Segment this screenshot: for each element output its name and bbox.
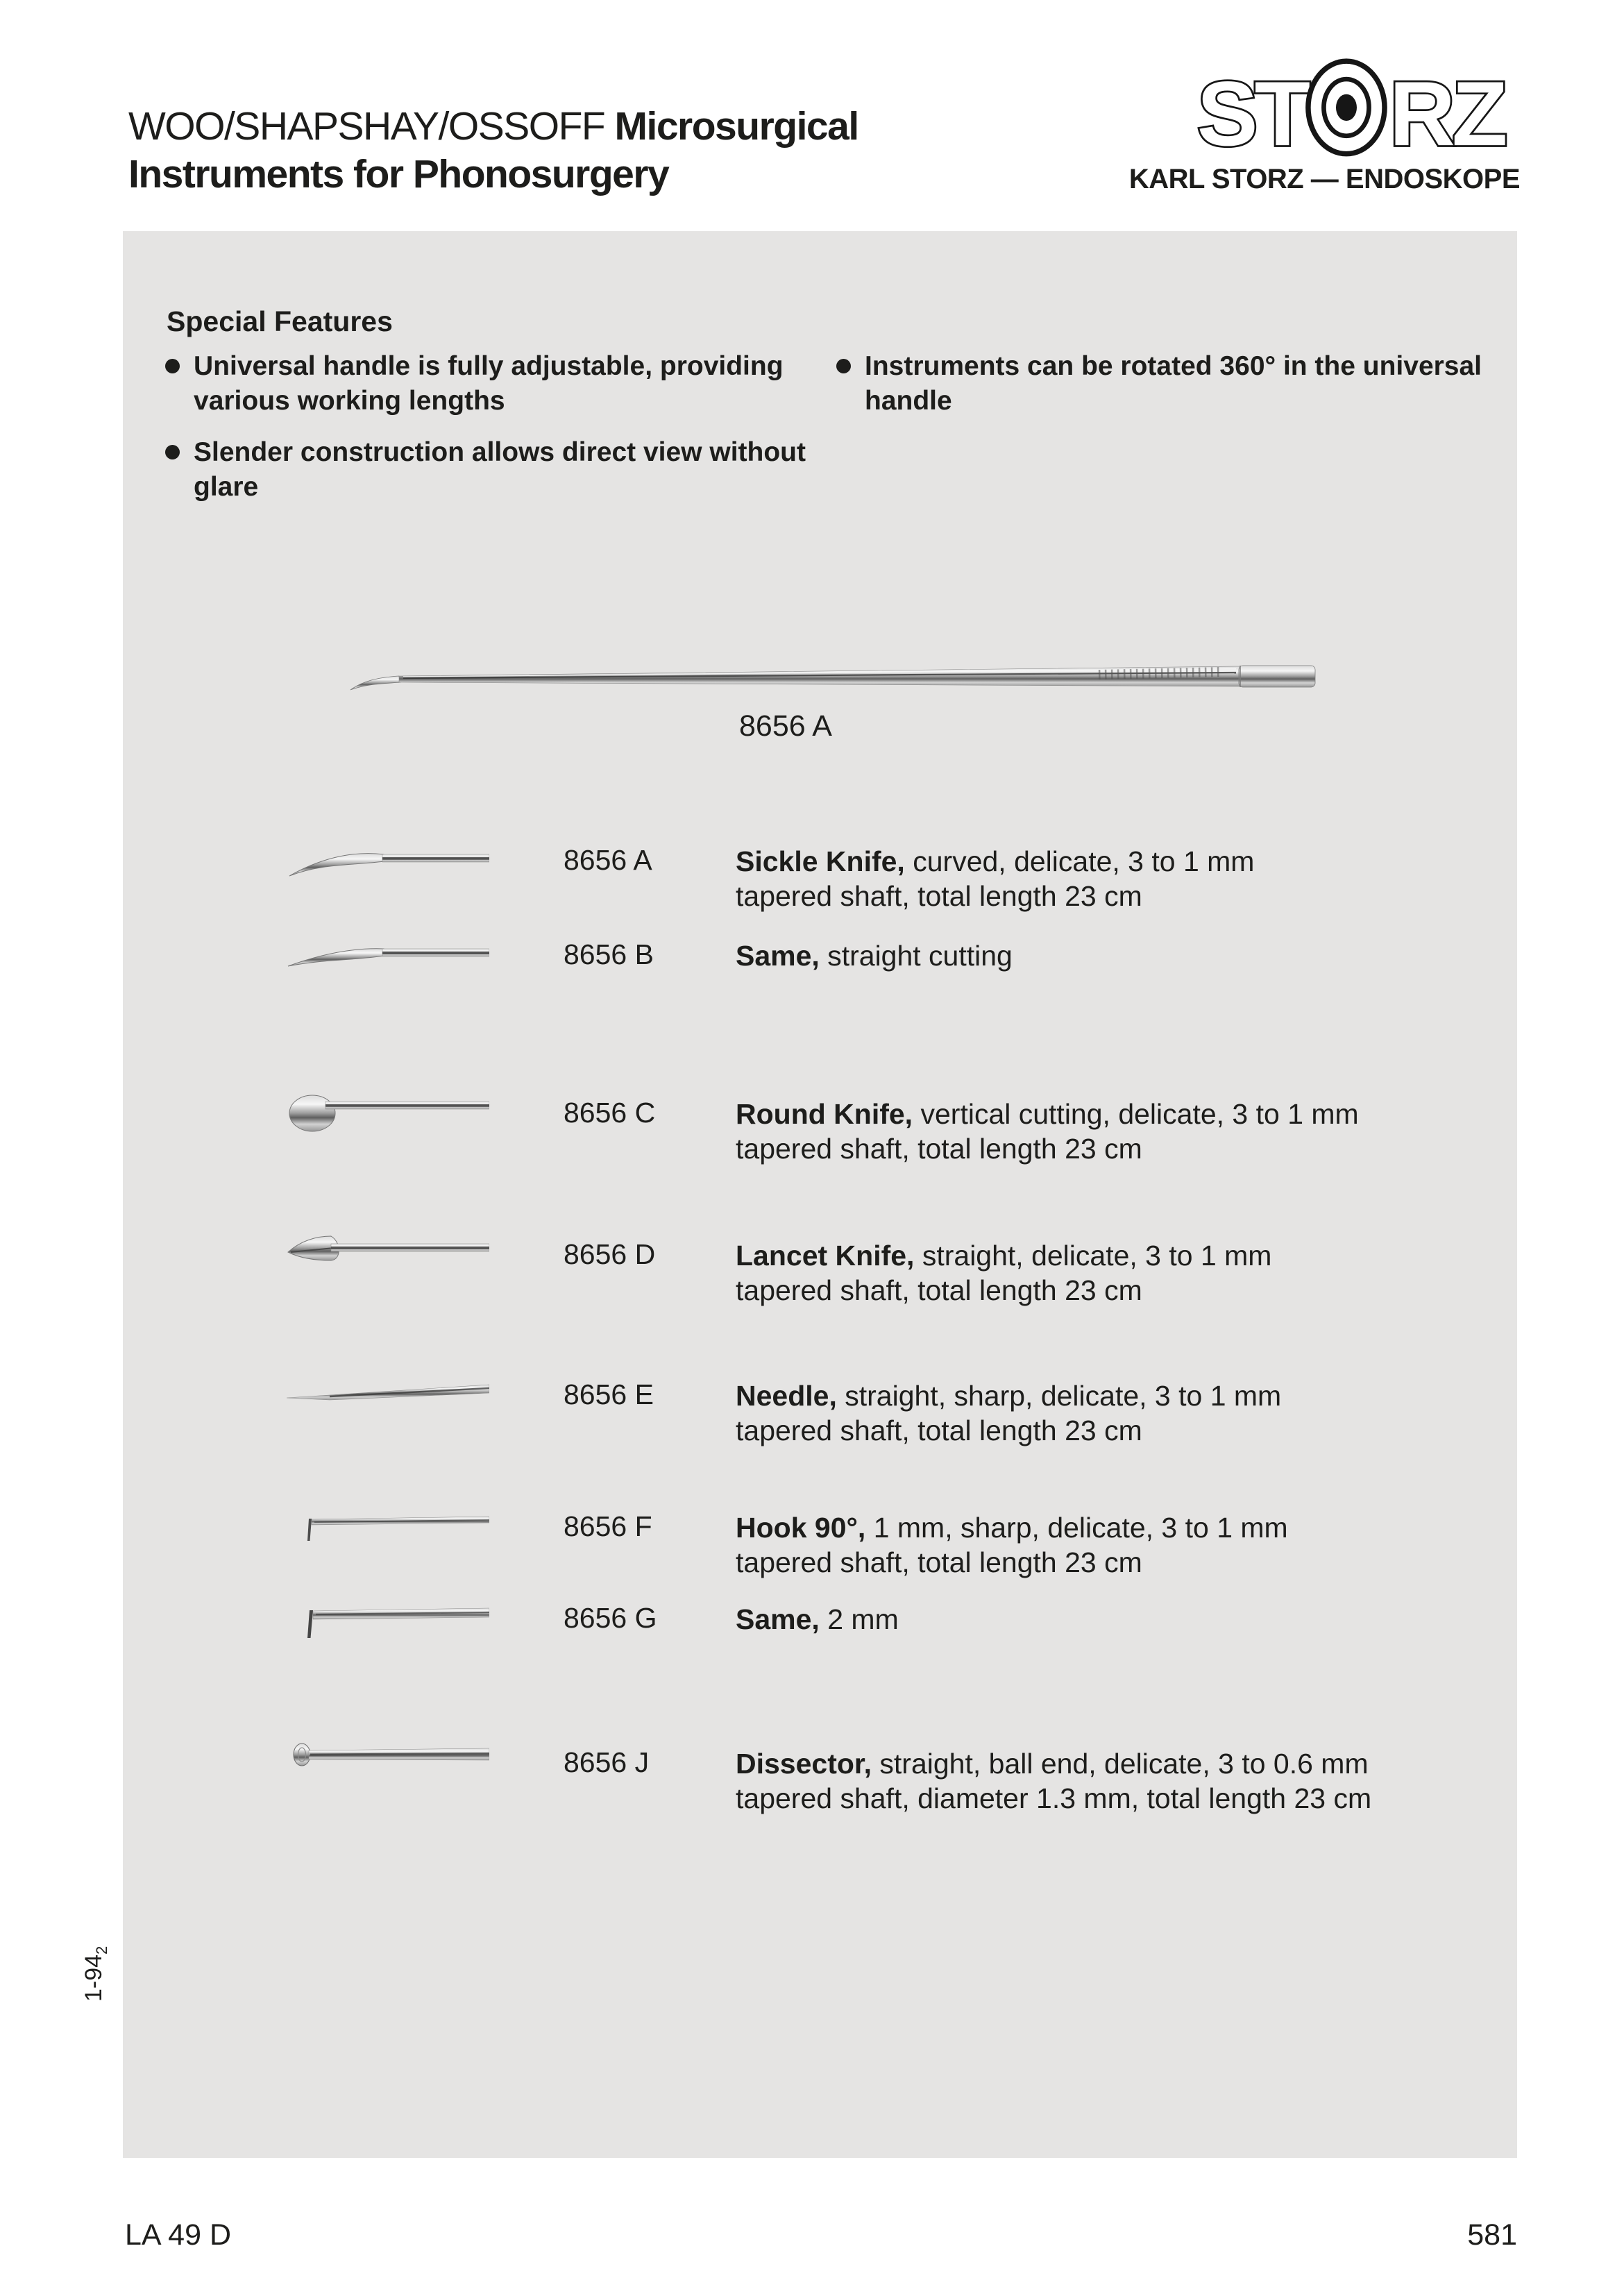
lancet-knife-tip-icon	[281, 1226, 489, 1274]
feature-item-text	[865, 349, 1482, 419]
hero-instrument-image	[344, 655, 1322, 703]
features-right-list	[836, 349, 1482, 435]
description-line	[736, 1746, 1371, 1781]
needle-tip-icon	[281, 1369, 489, 1417]
footer-catalog-code: LA 49 D	[125, 2218, 231, 2252]
description-text: straight, delicate, 3 to 1 mm	[922, 1240, 1272, 1272]
special-features-heading: Special Features	[167, 305, 393, 337]
storz-letters-st: ST	[1196, 62, 1308, 160]
karl-storz-logo	[1129, 58, 1520, 195]
product-code: 8656 E	[564, 1378, 654, 1410]
side-print-code	[81, 1946, 111, 2002]
hook-90-tip-icon	[281, 1502, 489, 1551]
product-code: 8656 D	[564, 1238, 656, 1270]
feature-item	[836, 349, 1482, 419]
feature-text-line: various working lengths	[194, 386, 505, 416]
description-line	[736, 1238, 1271, 1273]
product-name: Dissector,	[736, 1748, 872, 1780]
feature-text-line: Slender construction allows direct view without	[194, 437, 806, 467]
product-code: 8656 G	[564, 1602, 657, 1634]
product-name: Sickle Knife,	[736, 845, 905, 877]
hero-caption: 8656 A	[739, 709, 832, 743]
product-description	[736, 1238, 1271, 1308]
product-description	[736, 1378, 1281, 1448]
feature-item	[165, 435, 806, 505]
description-line	[736, 844, 1254, 879]
storz-tagline: KARL STORZ — ENDOSKOPE	[1128, 164, 1520, 194]
feature-item-text	[194, 349, 784, 419]
description-line: tapered shaft, total length 23 cm	[736, 880, 1142, 912]
feature-item	[165, 349, 806, 419]
feature-text-line: Universal handle is fully adjustable, providing	[194, 351, 784, 381]
description-text: straight cutting	[827, 940, 1013, 972]
page-title-line1	[128, 103, 858, 151]
storz-wordmark-icon	[1194, 58, 1520, 160]
feature-text-line: Instruments can be rotated 360° in the universal	[865, 351, 1482, 381]
bullet-dot-icon	[836, 359, 851, 373]
features-left-list	[165, 349, 806, 521]
footer-page-number: 581	[1467, 2218, 1517, 2252]
title-bold-part: Microsurgical	[604, 104, 858, 149]
straight-knife-tip-icon	[281, 931, 489, 980]
product-name: Lancet Knife,	[736, 1240, 915, 1272]
description-text: 2 mm	[827, 1603, 899, 1635]
round-knife-tip-icon	[281, 1084, 489, 1136]
product-name: Hook 90°,	[736, 1512, 866, 1544]
description-text: curved, delicate, 3 to 1 mm	[913, 845, 1255, 877]
description-text: vertical cutting, delicate, 3 to 1 mm	[920, 1098, 1359, 1130]
side-print-code-text: 1-94	[81, 1954, 107, 2002]
product-code: 8656 C	[564, 1097, 656, 1129]
description-line: tapered shaft, total length 23 cm	[736, 1274, 1142, 1306]
feature-text-line: glare	[194, 472, 259, 502]
product-name: Needle,	[736, 1380, 837, 1412]
sickle-knife-tip-icon	[281, 837, 489, 886]
description-text: straight, ball end, delicate, 3 to 0.6 mm	[879, 1748, 1369, 1780]
product-description	[736, 844, 1254, 913]
instrument-8656a-full-icon	[344, 655, 1322, 700]
description-line	[736, 1378, 1281, 1413]
product-description	[736, 1746, 1371, 1816]
description-line: tapered shaft, total length 23 cm	[736, 1415, 1142, 1446]
product-name: Same,	[736, 1603, 820, 1635]
description-line: tapered shaft, total length 23 cm	[736, 1546, 1142, 1578]
product-name: Same,	[736, 940, 820, 972]
product-description	[736, 938, 1013, 973]
description-line	[736, 1510, 1288, 1545]
description-line	[736, 1602, 899, 1637]
description-line: tapered shaft, diameter 1.3 mm, total length 23 cm	[736, 1782, 1372, 1814]
feature-item-text	[194, 435, 806, 505]
page-title	[128, 103, 858, 199]
description-text: 1 mm, sharp, delicate, 3 to 1 mm	[873, 1512, 1288, 1544]
product-code: 8656 B	[564, 938, 654, 970]
page-title-line2: Instruments for Phonosurgery	[128, 152, 669, 196]
product-code: 8656 F	[564, 1510, 652, 1542]
feature-text-line: handle	[865, 386, 952, 416]
product-code: 8656 A	[564, 844, 652, 876]
product-description	[736, 1602, 899, 1637]
title-series-name: WOO/SHAPSHAY/OSSOFF	[128, 104, 605, 149]
product-description	[736, 1510, 1288, 1580]
description-text: straight, sharp, delicate, 3 to 1 mm	[845, 1380, 1282, 1412]
bullet-dot-icon	[165, 359, 180, 373]
product-name: Round Knife,	[736, 1098, 913, 1130]
side-print-code-subscript: 2	[92, 1945, 110, 1955]
description-line: tapered shaft, total length 23 cm	[736, 1133, 1142, 1165]
description-line	[736, 938, 1013, 973]
product-description	[736, 1097, 1359, 1166]
storz-letters-rz: RZ	[1389, 62, 1505, 160]
bullet-dot-icon	[165, 445, 180, 459]
product-code: 8656 J	[564, 1746, 650, 1778]
hook-90-2mm-tip-icon	[281, 1595, 489, 1646]
bullseye-o-icon	[1308, 61, 1385, 153]
description-line	[736, 1097, 1359, 1131]
dissector-ball-tip-icon	[281, 1732, 489, 1781]
